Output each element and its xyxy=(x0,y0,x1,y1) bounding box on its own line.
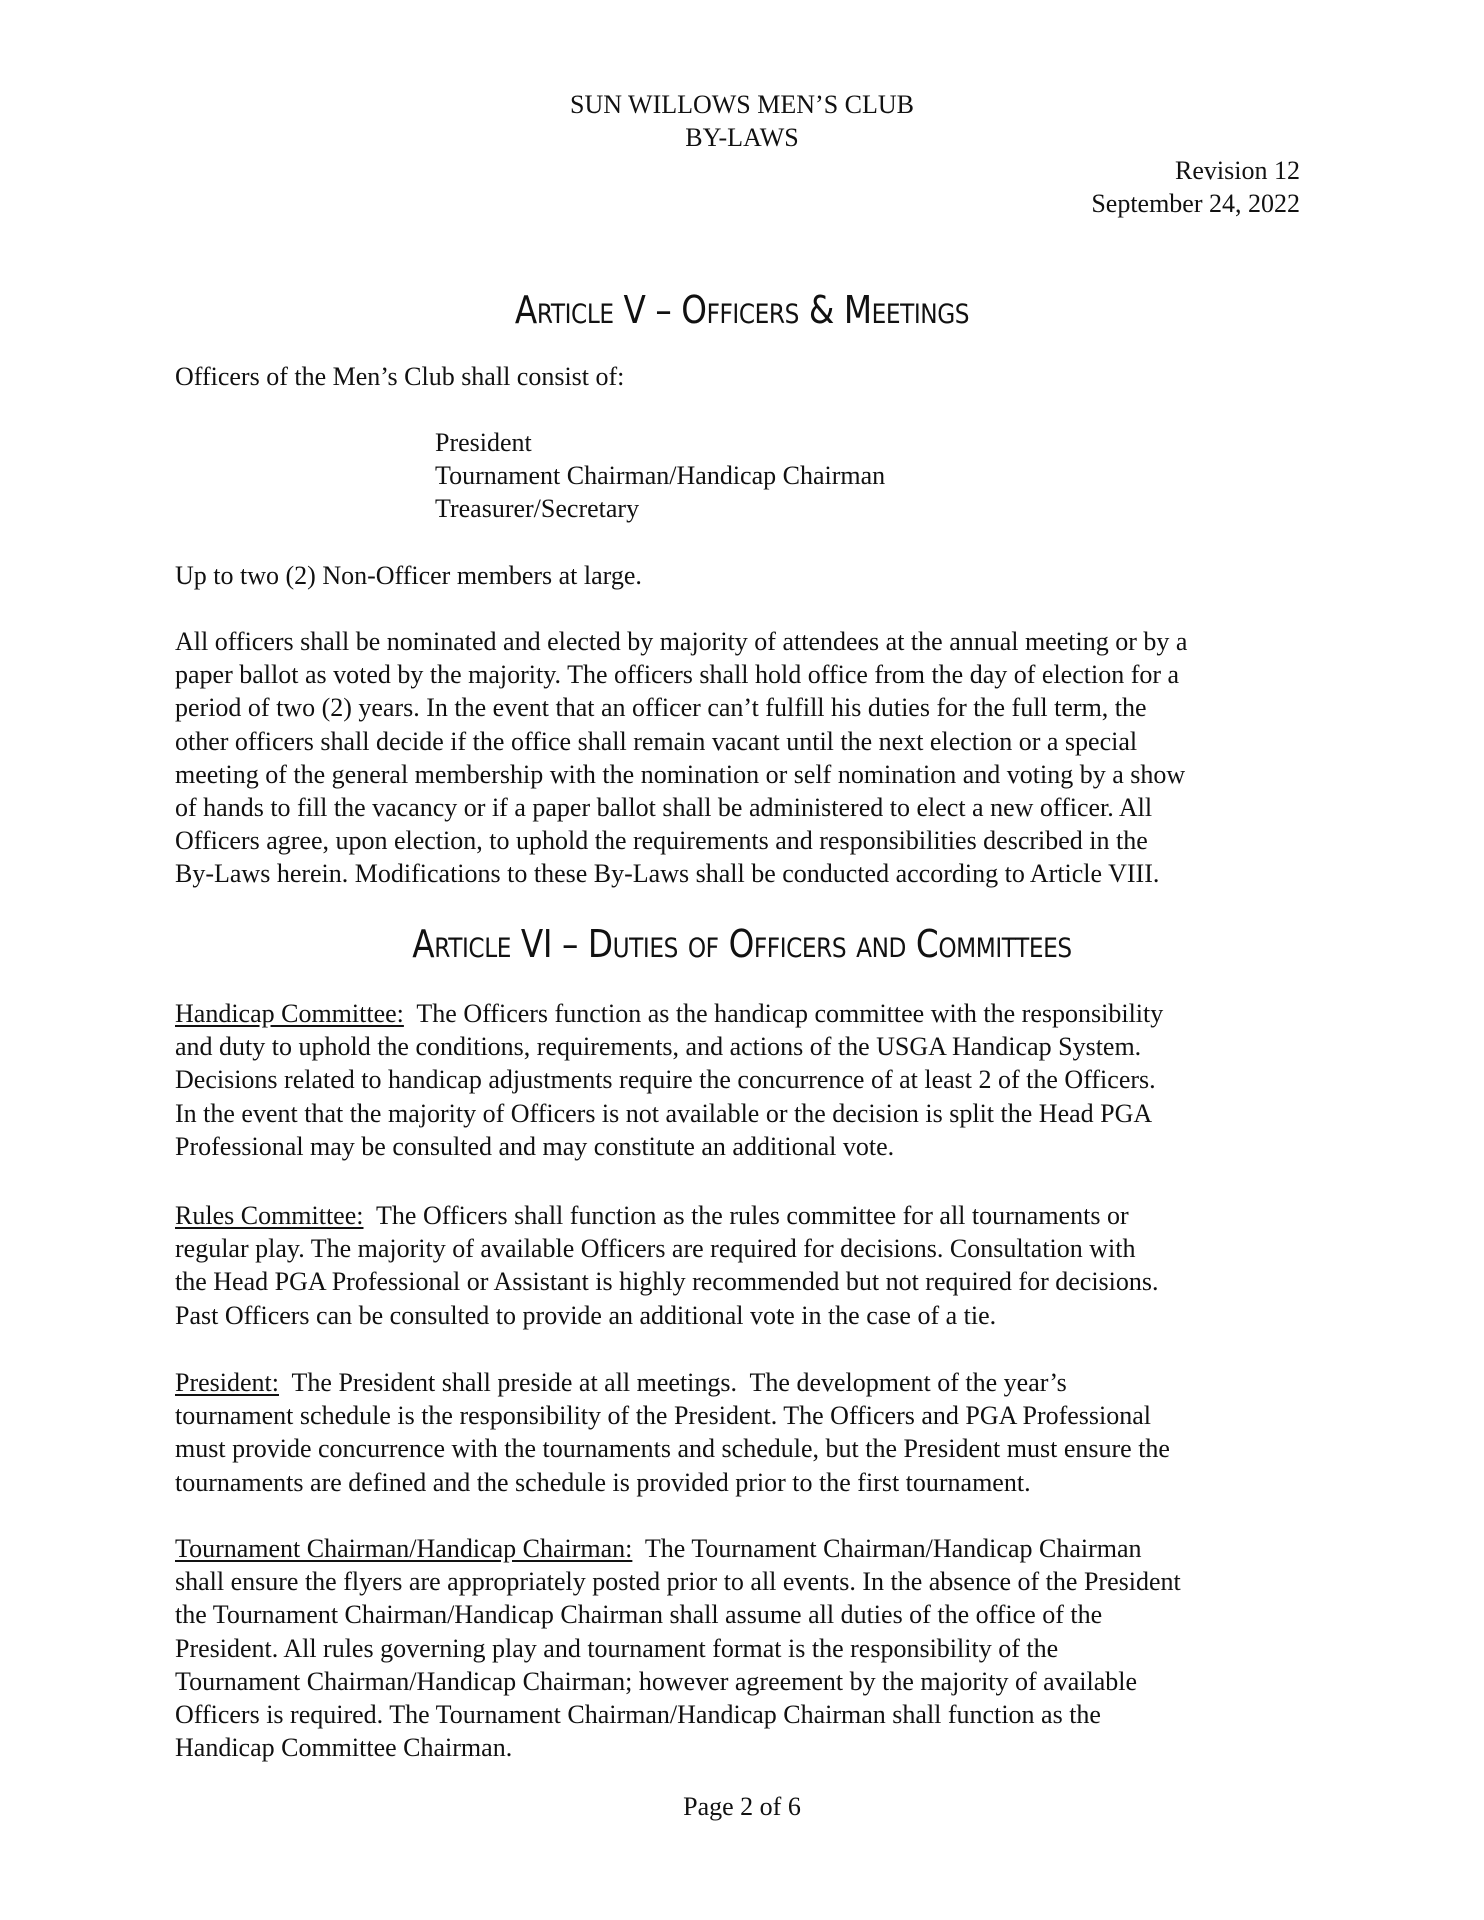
paragraph-text: The Officers shall function as the rules committee for all tournaments or xyxy=(363,1201,1129,1230)
paragraph-line: regular play. The majority of available Officers are required for decisions. Consultation with xyxy=(175,1234,1136,1264)
tournament-chairman-section xyxy=(175,1532,1315,1764)
officer-item: President xyxy=(435,428,532,457)
paragraph-line: Handicap Committee Chairman. xyxy=(175,1733,513,1763)
paragraph-line: of hands to fill the vacancy or if a paper ballot shall be administered to elect a new officer. All xyxy=(175,792,1153,822)
rules-committee-section xyxy=(175,1199,1315,1332)
page-number: Page 2 of 6 xyxy=(683,1792,801,1821)
revision-date: September 24, 2022 xyxy=(1091,189,1300,218)
paragraph-line: Officers agree, upon election, to uphold the requirements and responsibilities described in the xyxy=(175,826,1148,856)
paragraph-text: The Tournament Chairman/Handicap Chairman xyxy=(632,1534,1142,1563)
paragraph-text: The Officers function as the handicap committee with the responsibility xyxy=(403,999,1164,1028)
paragraph-line: and duty to uphold the conditions, requirements, and actions of the USGA Handicap System. xyxy=(175,1032,1142,1062)
paragraph-line: the Tournament Chairman/Handicap Chairman shall assume all duties of the office of the xyxy=(175,1600,1103,1630)
paragraph-line: In the event that the majority of Officers is not available or the decision is split the Head PGA xyxy=(175,1098,1153,1128)
paragraph-line: Officers is required. The Tournament Chairman/Handicap Chairman shall function as the xyxy=(175,1699,1101,1729)
revision-label: Revision 12 xyxy=(1175,156,1300,185)
section-label: Handicap Committee: xyxy=(175,999,404,1028)
paragraph-line: must provide concurrence with the tournaments and schedule, but the President must ensure the xyxy=(175,1434,1170,1464)
paragraph-line: shall ensure the flyers are appropriately posted prior to all events. In the absence of the President xyxy=(175,1567,1181,1597)
president-section xyxy=(175,1366,1315,1499)
paragraph-line: meeting of the general membership with the nomination or self nomination and voting by a show xyxy=(175,759,1186,789)
officers-list xyxy=(435,426,885,526)
document-subtitle: BY-LAWS xyxy=(685,123,799,152)
section-label: Rules Committee: xyxy=(175,1201,364,1230)
section-label: Tournament Chairman/Handicap Chairman: xyxy=(175,1534,633,1563)
officer-item: Tournament Chairman/Handicap Chairman xyxy=(435,461,886,491)
article-v-heading: Article V – Officers & Meetings xyxy=(514,288,970,332)
paragraph-line: By-Laws herein. Modifications to these By-Laws shall be conducted according to Article VIII. xyxy=(175,859,1160,889)
paragraph-line: Decisions related to handicap adjustments require the concurrence of at least 2 of the Officers. xyxy=(175,1065,1156,1095)
paragraph-line: Professional may be consulted and may constitute an additional vote. xyxy=(175,1131,895,1161)
section-label: President: xyxy=(175,1368,279,1397)
members-at-large xyxy=(175,559,1315,592)
officer-item: Treasurer/Secretary xyxy=(435,494,640,524)
paragraph-line: Tournament Chairman/Handicap Chairman; however agreement by the majority of available xyxy=(175,1666,1137,1696)
article-vi-heading: Article VI – Duties of Officers and Committees xyxy=(412,922,1072,966)
paragraph-line: other officers shall decide if the office shall remain vacant until the next election or a special xyxy=(175,726,1138,756)
paragraph-line: period of two (2) years. In the event that an officer can’t fulfill his duties for the full term, the xyxy=(175,693,1147,723)
members-at-large-text: Up to two (2) Non-Officer members at large. xyxy=(175,561,642,590)
paragraph-line: paper ballot as voted by the majority. The officers shall hold office from the day of election for a xyxy=(175,660,1180,690)
paragraph-text: The President shall preside at all meetings. The development of the year’s xyxy=(279,1368,1067,1397)
paragraph-line: tournament schedule is the responsibility of the President. The Officers and PGA Professional xyxy=(175,1401,1152,1431)
document-title: SUN WILLOWS MEN’S CLUB xyxy=(569,90,915,119)
officers-intro xyxy=(175,360,1315,393)
paragraph-line: President. All rules governing play and tournament format is the responsibility of the xyxy=(175,1633,1059,1663)
paragraph-line: the Head PGA Professional or Assistant is highly recommended but not required for decisions. xyxy=(175,1267,1159,1297)
election-paragraph xyxy=(175,625,1315,891)
paragraph-line: All officers shall be nominated and elected by majority of attendees at the annual meeting or by a xyxy=(175,627,1188,656)
handicap-committee-section xyxy=(175,997,1315,1163)
paragraph-line: Past Officers can be consulted to provide an additional vote in the case of a tie. xyxy=(175,1300,997,1330)
paragraph-line: tournaments are defined and the schedule is provided prior to the first tournament. xyxy=(175,1467,1031,1497)
officers-intro-text: Officers of the Men’s Club shall consist of: xyxy=(175,362,625,391)
